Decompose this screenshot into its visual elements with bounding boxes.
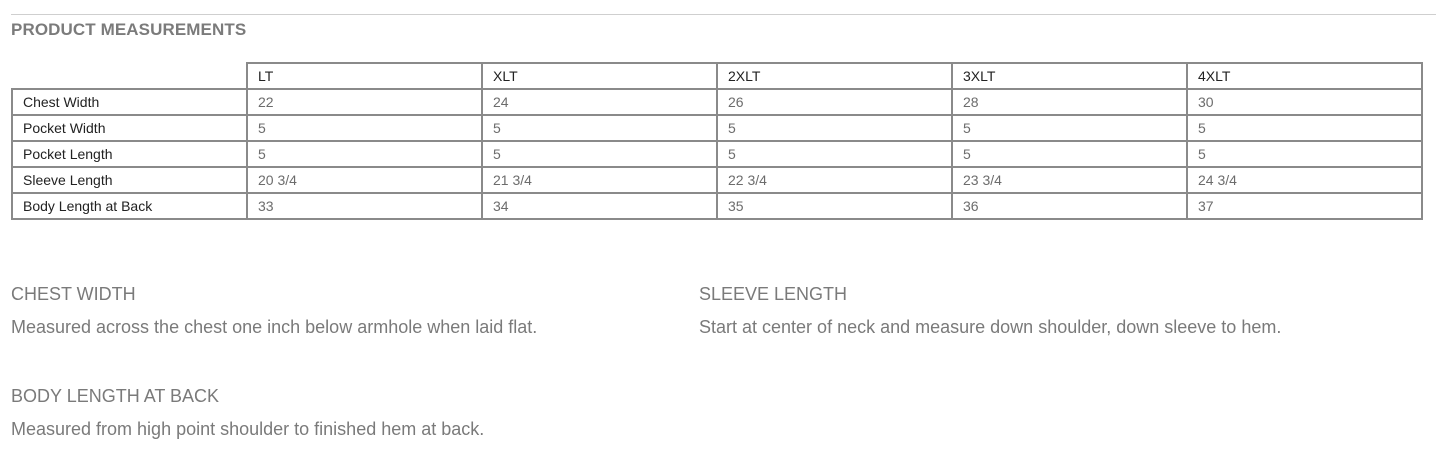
table-cell: 5 [952, 141, 1187, 167]
row-label: Body Length at Back [12, 193, 247, 219]
sleeve-length-description [699, 284, 1281, 338]
table-cell: 5 [717, 115, 952, 141]
table-cell: 24 3/4 [1187, 167, 1422, 193]
measurements-table [11, 62, 1423, 220]
table-cell: 22 [247, 89, 482, 115]
table-cell: 35 [717, 193, 952, 219]
row-label: Pocket Length [12, 141, 247, 167]
table-cell: 36 [952, 193, 1187, 219]
table-cell: 5 [717, 141, 952, 167]
size-header: 4XLT [1187, 63, 1422, 89]
size-header: 3XLT [952, 63, 1187, 89]
description-text: Measured across the chest one inch below armhole when laid flat. [11, 317, 538, 337]
description-title: SLEEVE LENGTH [699, 284, 848, 304]
section-title: PRODUCT MEASUREMENTS [11, 20, 247, 39]
table-cell: 33 [247, 193, 482, 219]
row-label: Pocket Width [12, 115, 247, 141]
table-header-row [12, 63, 1422, 89]
table-cell: 37 [1187, 193, 1422, 219]
table-cell: 23 3/4 [952, 167, 1187, 193]
row-label: Chest Width [12, 89, 247, 115]
chest-width-description [11, 284, 537, 338]
size-header: XLT [482, 63, 717, 89]
table-row [12, 141, 1422, 167]
description-title: BODY LENGTH AT BACK [11, 386, 220, 406]
size-header: LT [247, 63, 482, 89]
table-cell: 5 [952, 115, 1187, 141]
table-cell: 5 [1187, 115, 1422, 141]
table-cell: 28 [952, 89, 1187, 115]
table-cell: 5 [247, 141, 482, 167]
table-cell: 5 [482, 141, 717, 167]
top-divider [11, 14, 1436, 15]
table-cell: 30 [1187, 89, 1422, 115]
table-cell: 5 [1187, 141, 1422, 167]
table-row [12, 89, 1422, 115]
table-cell: 20 3/4 [247, 167, 482, 193]
row-label: Sleeve Length [12, 167, 247, 193]
table-cell: 21 3/4 [482, 167, 717, 193]
description-title: CHEST WIDTH [11, 284, 136, 304]
description-text: Measured from high point shoulder to finished hem at back. [11, 419, 485, 439]
table-row [12, 115, 1422, 141]
table-row [12, 167, 1422, 193]
size-header: 2XLT [717, 63, 952, 89]
table-cell: 26 [717, 89, 952, 115]
table-cell: 5 [247, 115, 482, 141]
table-cell: 22 3/4 [717, 167, 952, 193]
description-text: Start at center of neck and measure down shoulder, down sleeve to hem. [699, 317, 1282, 337]
table-cell: 5 [482, 115, 717, 141]
table-row [12, 193, 1422, 219]
table-cell: 34 [482, 193, 717, 219]
table-cell: 24 [482, 89, 717, 115]
body-length-description [11, 386, 484, 440]
table-corner-cell [12, 63, 247, 89]
